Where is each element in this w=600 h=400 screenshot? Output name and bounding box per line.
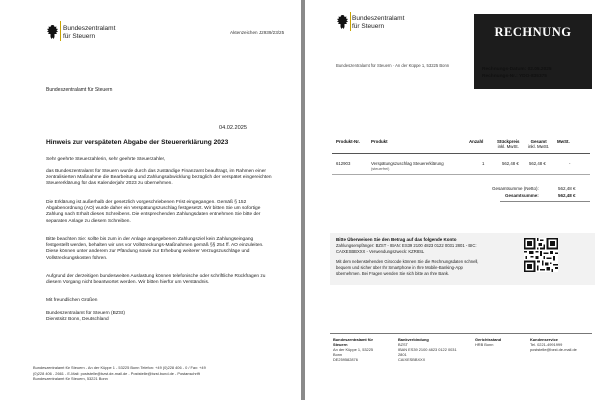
federal-eagle-icon	[46, 24, 59, 40]
footer-bank	[398, 338, 457, 363]
column-header: MwSt.	[557, 139, 570, 144]
invoice-date: Rechnungs-Datum: 02.05.2025	[482, 67, 552, 72]
footer-heading: Kundenservice	[530, 337, 558, 342]
agency-name	[63, 25, 115, 40]
reference-number: Aktenzeichen J2939/23/25	[230, 30, 285, 35]
footer-heading: Bundeszentralamt für	[333, 337, 373, 342]
cell-vat: -	[569, 161, 571, 166]
net-total-label: Gesamtsumme (Netto):	[492, 186, 539, 191]
paragraph: das Bundeszentralamt für Steuern wurde durch das zuständige Finanzamt beauftragt, im Rahmen einer zentralisierten Maßnahme die Bearbeitung und Zahlungsabwicklung bezüglich der verspätet eingereichten Steuererklärung für das Kalenderjahr 2023 zu übernehmen.	[46, 169, 272, 187]
footer-text: poststelle@bzst.de-mail.de	[530, 346, 577, 352]
agency-name-line2: für Steuern	[63, 32, 96, 40]
payment-line: Mit dem nebenstehenden Girocode können Sie die Rechnungsdaten schnell,	[336, 259, 479, 264]
signature-line1: Bundeszentralamt für Steuern (BZSt)	[46, 311, 125, 316]
sender-address-line: Bundeszentralamt für Steuern · An der Küppe 1, 53225 Bonn	[336, 63, 450, 68]
gross-total-label: Gesamtsumme:	[505, 193, 539, 198]
footer-text: CAIXESBBXXX	[398, 356, 426, 362]
federal-eagle-icon	[336, 14, 349, 30]
column-header: Anzahl	[469, 139, 484, 144]
invoice-footer-rule	[330, 333, 592, 334]
page-divider	[301, 0, 305, 400]
column-header: Produkt	[371, 139, 388, 144]
agency-color-bar	[350, 12, 351, 31]
column-header-line: inkl. MwSt.	[497, 144, 519, 150]
footer-text: Tel. 0221-4991999	[530, 341, 563, 347]
footer-text: HRB Bonn	[475, 341, 494, 347]
cell-quantity: 1	[482, 161, 485, 166]
invoice-meta	[482, 66, 552, 80]
footer-text: BZST	[398, 341, 408, 347]
gross-total-value: 562,48 €	[558, 193, 576, 198]
cell-product	[371, 161, 444, 173]
paragraph: Aufgrund der derzeitigen bundesweiten Auslastung können telefonische oder schriftliche Rückfragen zu diesem Vorgang nicht beantwortet werden. Wir bitten hierfür um Verständnis.	[46, 274, 266, 286]
payment-line: Zahlungsempfänger: BZST - IBAN: ES39 2100 4823 0122 0031 2801 - BIC:	[336, 243, 477, 248]
agency-name-line2: für Steuern	[352, 22, 385, 30]
invoice-title: RECHNUNG	[494, 25, 572, 39]
salutation: Sehr geehrte Steuerzahlerin, sehr geehrte Steuerzahler,	[46, 157, 166, 162]
payment-line: bequem und sicher über Ihr Smartphone in Ihre Mobile-Banking-App	[336, 265, 463, 270]
closing: Mit freundlichen Grüßen	[46, 298, 98, 303]
footer-company	[333, 338, 373, 363]
column-header	[528, 139, 549, 150]
column-header	[497, 139, 519, 150]
footer-court	[475, 338, 501, 348]
footer-text: 2801	[398, 351, 407, 357]
footer-heading: Gerichtsstand	[475, 337, 502, 342]
cell-total: 562,48 €	[529, 161, 546, 166]
letter-footer	[33, 365, 283, 382]
payment-heading: Bitte Überweisen Sie den Betrag auf das folgende Konto	[336, 237, 457, 242]
invoice-number: Rechnungs-Nr.: YDO-835375	[482, 74, 547, 79]
column-header-line: Stückpreis	[497, 139, 520, 144]
cell-product-no: 612903	[336, 161, 351, 166]
table-header-rule	[332, 153, 590, 154]
footer-line: (0)228 406 - 2661 - E-Mail: poststelle@bzst.de-mail.de - Poststelle@bzst.bund.de - Postanschrift	[33, 370, 200, 376]
agency-name	[352, 15, 404, 30]
agency-color-bar	[60, 21, 61, 41]
agency-name-line1: Bundeszentralamt	[352, 15, 405, 22]
signature-line2: Dienstsitz Bonn, Deutschland	[46, 317, 109, 323]
footer-text: IBAN ES39 2100 4823 0122 0031	[398, 346, 457, 352]
column-header-line: inkl. MwSt.	[528, 144, 550, 150]
column-header: Produkt-Nr.	[336, 139, 360, 144]
paragraph: Die Erklärung ist außerhalb der gesetzlich vorgeschriebenen Frist eingegangen. Gemäß § 152 Abgabenordnung (AO) wurde daher ein Verspätungszuschlag festgesetzt. Wir bitten Sie um sofortige Zahlung nach Erhalt dieses Schreibens. Die entsprechenden Zahlungsdaten entnehmen Sie bitte der separaten Anlage zu diesem Schreiben.	[46, 200, 261, 224]
cell-unit-price: 562,48 €	[502, 161, 519, 166]
signature-block	[46, 311, 276, 323]
footer-line: Bundeszentralamt für Steuern, 53221 Bonn	[33, 376, 108, 382]
agency-name-line1: Bundeszentralamt	[63, 25, 116, 32]
girocode-qr-icon	[524, 238, 558, 272]
footer-text: Bonn	[333, 351, 343, 357]
payment-line: übernehmen. Bei Fragen wenden Sie sich bitte an Ihre Bank.	[336, 271, 450, 276]
footer-heading: Steuern	[333, 341, 348, 347]
recipient-address: Bundeszentralamt für Steuern	[46, 87, 113, 93]
totals-rule	[500, 201, 590, 202]
payment-line: CAIXESBBXXX - Verwendungszweck: KZR8SL	[336, 249, 425, 254]
footer-service	[530, 338, 577, 353]
column-header-line: Gesamt	[530, 139, 547, 144]
letter-date: 04.02.2025	[219, 125, 247, 131]
footer-line: Bundeszentralamt für Steuern - An der Küppe 1 - 53225 Bonn Telefon: +49 (0)228 406 - 0 / Fax: +49	[33, 365, 206, 370]
footer-text: An der Küppe 1, 53225	[333, 346, 374, 352]
product-name: Verspätungszuschlag Steuererklärung	[371, 161, 444, 166]
net-total-value: 562,48 €	[558, 186, 576, 191]
product-note: (steuerfrei)	[371, 167, 390, 172]
letter-subject: Hinweis zur verspäteten Abgabe der Steuererklärung 2023	[46, 139, 229, 146]
footer-text: DE259582876	[333, 356, 358, 362]
table-row-rule	[332, 174, 590, 175]
footer-heading: Bankverbindung	[398, 337, 429, 342]
paragraph: Bitte beachten Sie: sollte bis zum in der Anlage angegebenen Zahlungsziel kein Zahlungseingang festgestellt werden, behalten wir uns vor Vollstreckungs-Maßnahmen gemäß §§ 254 ff. AO einzuleiten. Diese können unter anderem zur Pfändung sowie zur Erhebung weiterer Verzugszuschläge und Vollstreckungskosten führen.	[46, 237, 264, 261]
